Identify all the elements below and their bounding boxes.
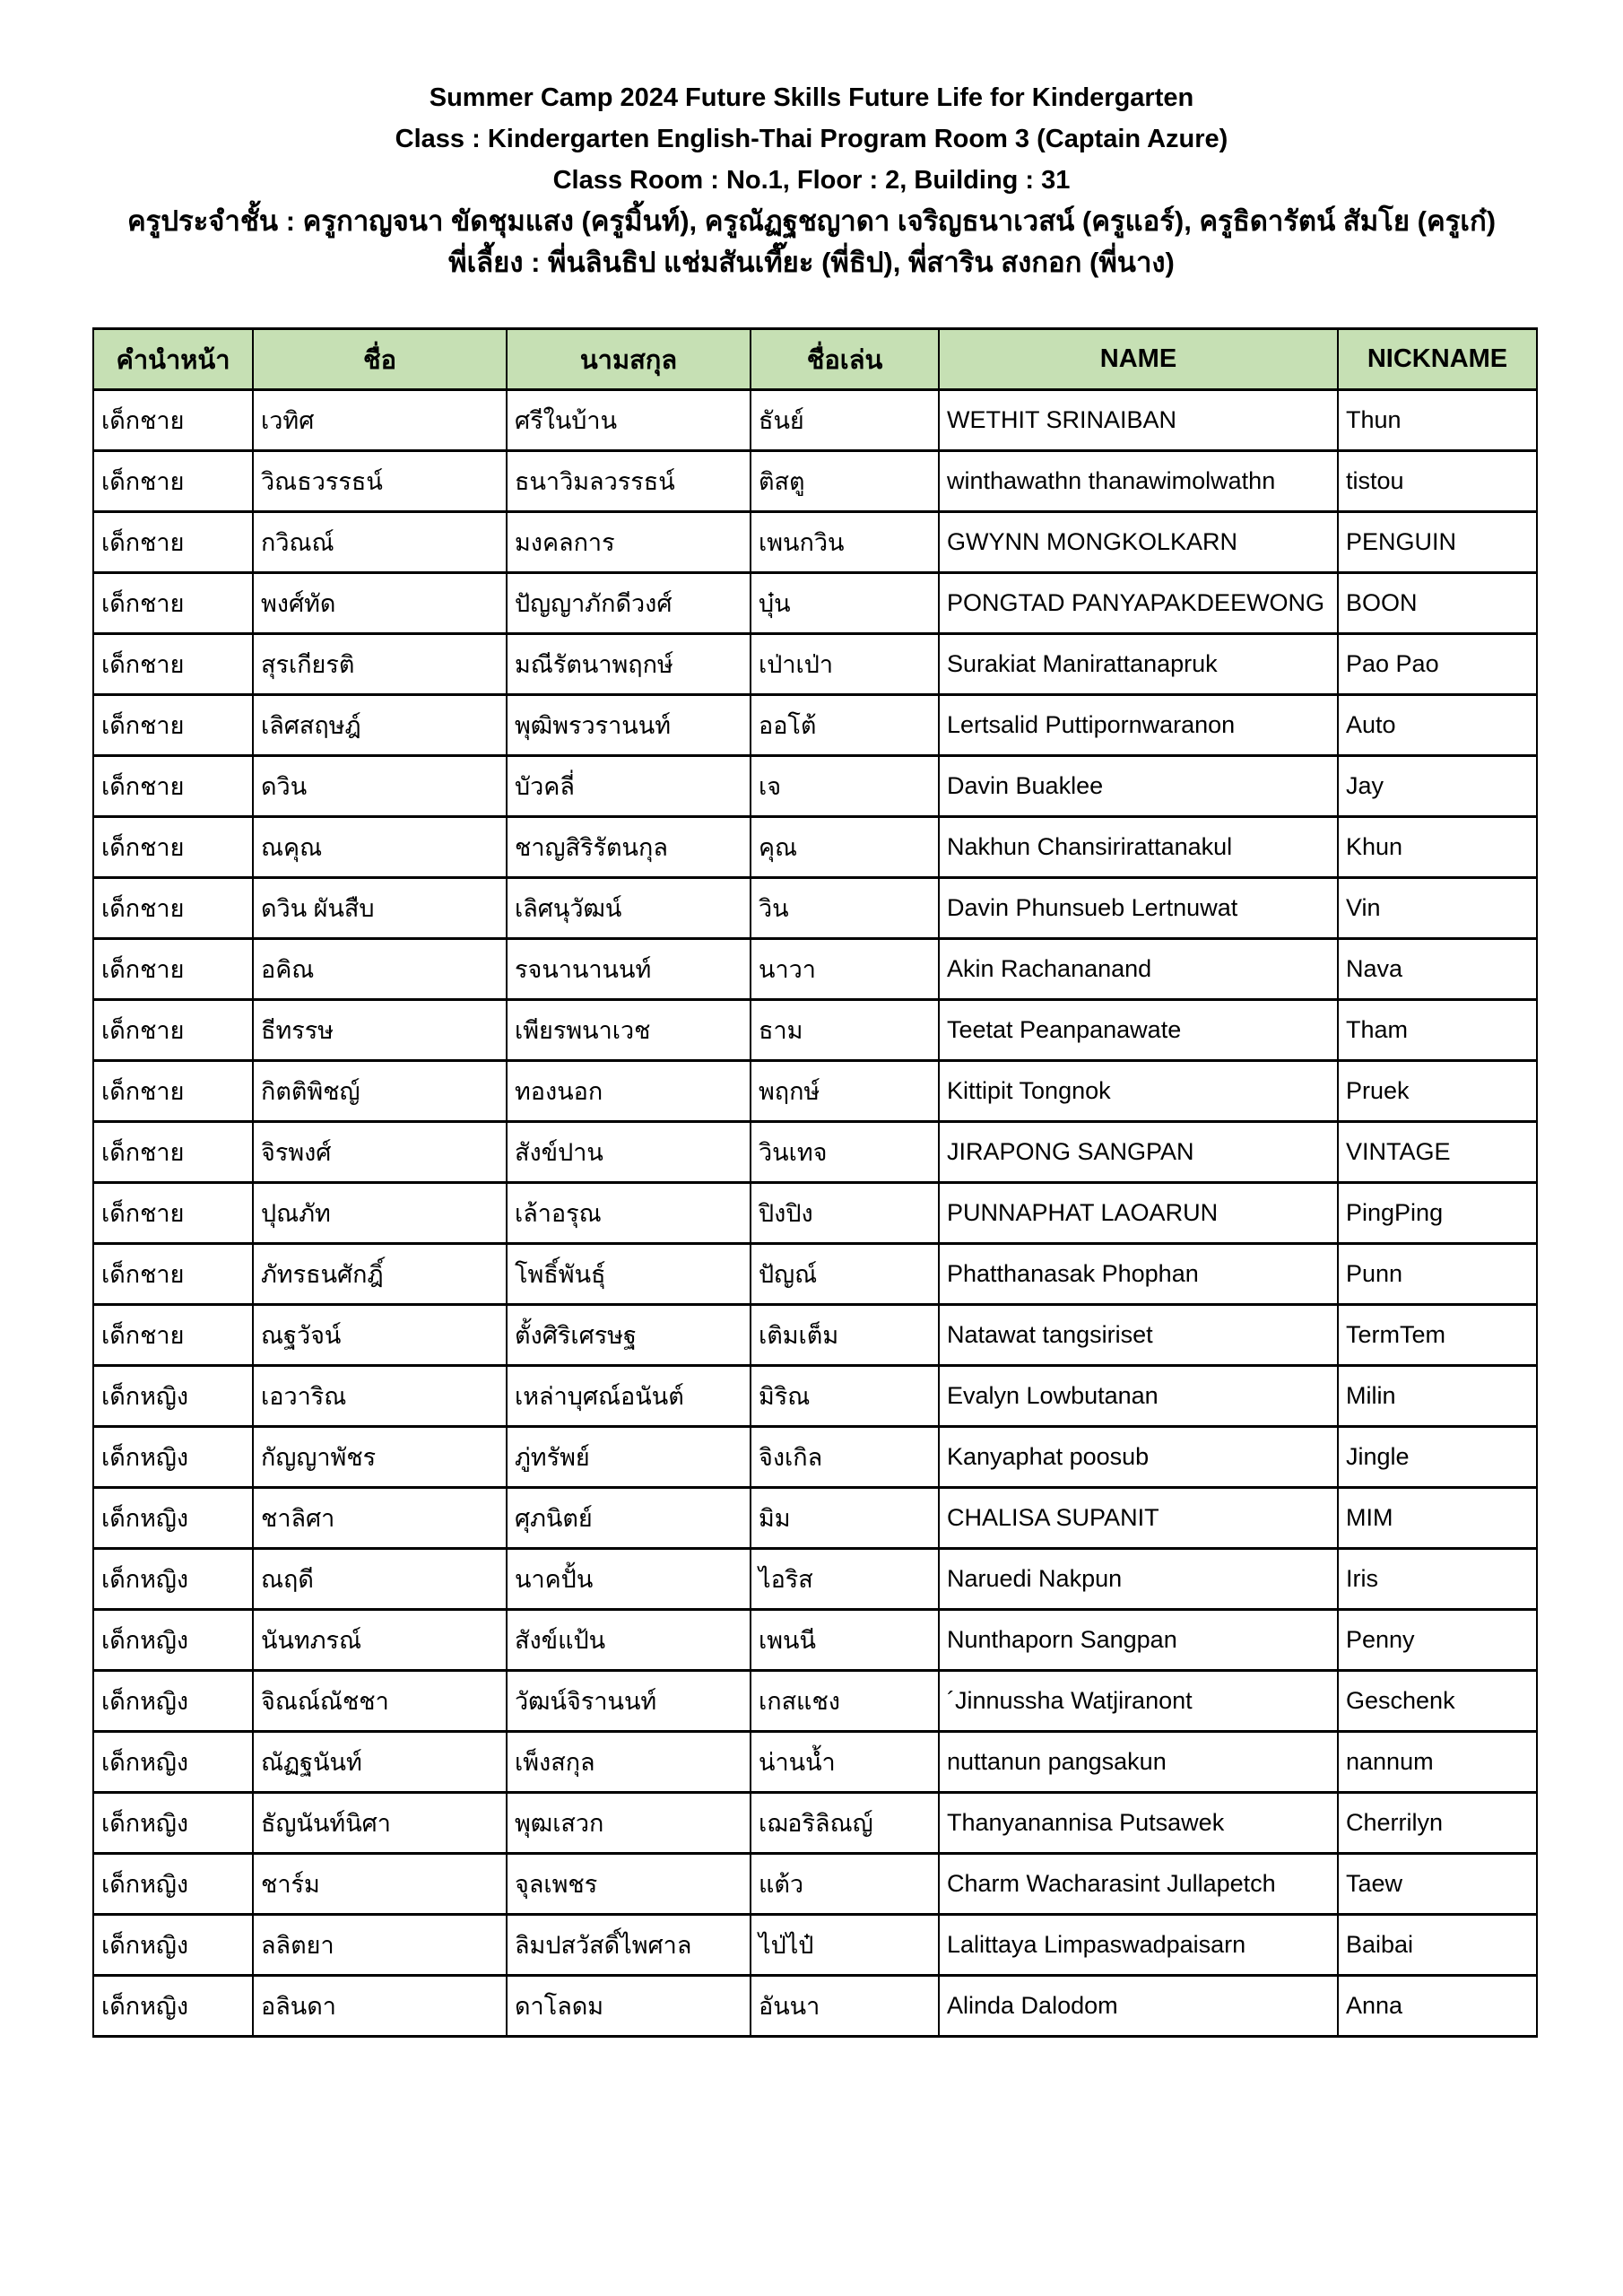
cell-nickname-en: Punn xyxy=(1338,1244,1537,1305)
cell-surname: จุลเพชร xyxy=(507,1854,751,1915)
table-row xyxy=(93,1732,1537,1793)
cell-prefix: เด็กหญิง xyxy=(93,1732,253,1793)
cell-surname: นาคปั้น xyxy=(507,1549,751,1610)
cell-thai-nickname: ปิงปิง xyxy=(751,1183,939,1244)
cell-surname: ศรีในบ้าน xyxy=(507,390,751,451)
cell-nickname-en: Anna xyxy=(1338,1976,1537,2037)
cell-surname: เพ็งสกุล xyxy=(507,1732,751,1793)
cell-thai-nickname: เจ xyxy=(751,756,939,817)
cell-thai-nickname: เกสแชง xyxy=(751,1671,939,1732)
cell-first-name: ชาลิศา xyxy=(253,1488,507,1549)
table-row xyxy=(93,1610,1537,1671)
cell-first-name: เอวาริณ xyxy=(253,1366,507,1427)
cell-surname: โพธิ์พันธุ์ xyxy=(507,1244,751,1305)
cell-prefix: เด็กชาย xyxy=(93,634,253,695)
cell-nickname-en: VINTAGE xyxy=(1338,1122,1537,1183)
column-header-first-name: ชื่อ xyxy=(253,329,507,390)
cell-surname: เหล่าบุศณ์อนันต์ xyxy=(507,1366,751,1427)
column-header-thai-nickname: ชื่อเล่น xyxy=(751,329,939,390)
cell-nickname-en: Nava xyxy=(1338,939,1537,1000)
cell-surname: ศุภนิตย์ xyxy=(507,1488,751,1549)
cell-nickname-en: Khun xyxy=(1338,817,1537,878)
cell-name-en: GWYNN MONGKOLKARN xyxy=(939,512,1338,573)
cell-prefix: เด็กชาย xyxy=(93,939,253,1000)
cell-name-en: Thanyanannisa Putsawek xyxy=(939,1793,1338,1854)
document-header xyxy=(0,0,1623,283)
cell-name-en: Naruedi Nakpun xyxy=(939,1549,1338,1610)
cell-first-name: จิณณ์ณัชชา xyxy=(253,1671,507,1732)
cell-name-en: Kanyaphat poosub xyxy=(939,1427,1338,1488)
cell-name-en: Akin Rachananand xyxy=(939,939,1338,1000)
cell-thai-nickname: มิริณ xyxy=(751,1366,939,1427)
cell-thai-nickname: ไอริส xyxy=(751,1549,939,1610)
cell-nickname-en: Iris xyxy=(1338,1549,1537,1610)
cell-surname: วัฒน์จิรานนท์ xyxy=(507,1671,751,1732)
teachers-line: ครูประจำชั้น : ครูกาญจนา ขัดชุมแสง (ครูมิ้นท์), ครูณัฏฐชญาดา เจริญธนาเวสน์ (ครูแอร์), ครูธิดารัตน์ สัมโย (ครูเก๋) xyxy=(126,205,1497,237)
table-row xyxy=(93,695,1537,756)
cell-first-name: วิณธวรรธน์ xyxy=(253,451,507,512)
cell-name-en: Nakhun Chansirirattanakul xyxy=(939,817,1338,878)
table-row xyxy=(93,1244,1537,1305)
cell-surname: พุฒเสวก xyxy=(507,1793,751,1854)
assistants-line: พี่เลี้ยง : พี่นลินธิป แช่มสันเที๊ยะ (พี่ธิป), พี่สาริน สงกอก (พี่นาง) xyxy=(448,247,1175,278)
table-row xyxy=(93,390,1537,451)
cell-name-en: Kittipit Tongnok xyxy=(939,1061,1338,1122)
cell-thai-nickname: วินเทจ xyxy=(751,1122,939,1183)
cell-name-en: PUNNAPHAT LAOARUN xyxy=(939,1183,1338,1244)
table-row xyxy=(93,1000,1537,1061)
cell-first-name: ณฤดี xyxy=(253,1549,507,1610)
cell-surname: พุฒิพรวรานนท์ xyxy=(507,695,751,756)
cell-first-name: ลลิตยา xyxy=(253,1915,507,1976)
cell-nickname-en: Jingle xyxy=(1338,1427,1537,1488)
cell-prefix: เด็กหญิง xyxy=(93,1488,253,1549)
cell-nickname-en: tistou xyxy=(1338,451,1537,512)
cell-first-name: กัญญาพัชร xyxy=(253,1427,507,1488)
cell-thai-nickname: จิงเกิล xyxy=(751,1427,939,1488)
cell-thai-nickname: แต้ว xyxy=(751,1854,939,1915)
cell-prefix: เด็กชาย xyxy=(93,1122,253,1183)
cell-nickname-en: Penny xyxy=(1338,1610,1537,1671)
table-row xyxy=(93,817,1537,878)
cell-nickname-en: Jay xyxy=(1338,756,1537,817)
cell-name-en: JIRAPONG SANGPAN xyxy=(939,1122,1338,1183)
cell-prefix: เด็กหญิง xyxy=(93,1976,253,2037)
table-row xyxy=(93,451,1537,512)
cell-thai-nickname: ออโต้ xyxy=(751,695,939,756)
cell-prefix: เด็กชาย xyxy=(93,1305,253,1366)
cell-nickname-en: Pruek xyxy=(1338,1061,1537,1122)
cell-first-name: อลินดา xyxy=(253,1976,507,2037)
cell-name-en: WETHIT SRINAIBAN xyxy=(939,390,1338,451)
table-row xyxy=(93,1305,1537,1366)
roster-header xyxy=(93,329,1537,390)
cell-first-name: ธัญนันท์นิศา xyxy=(253,1793,507,1854)
cell-first-name: ธีทรรษ xyxy=(253,1000,507,1061)
cell-thai-nickname: น่านน้ำ xyxy=(751,1732,939,1793)
cell-nickname-en: PingPing xyxy=(1338,1183,1537,1244)
cell-first-name: เวทิศ xyxy=(253,390,507,451)
cell-thai-nickname: คุณ xyxy=(751,817,939,878)
cell-name-en: Davin Phunsueb Lertnuwat xyxy=(939,878,1338,939)
cell-nickname-en: Vin xyxy=(1338,878,1537,939)
cell-surname: ทองนอก xyxy=(507,1061,751,1122)
cell-prefix: เด็กหญิง xyxy=(93,1793,253,1854)
column-header-name-en: NAME xyxy=(939,329,1338,390)
table-row xyxy=(93,1427,1537,1488)
cell-nickname-en: Pao Pao xyxy=(1338,634,1537,695)
cell-first-name: ณคุณ xyxy=(253,817,507,878)
cell-first-name: กวิณณ์ xyxy=(253,512,507,573)
cell-prefix: เด็กชาย xyxy=(93,695,253,756)
cell-name-en: Surakiat Manirattanapruk xyxy=(939,634,1338,695)
cell-thai-nickname: เพนกวิน xyxy=(751,512,939,573)
table-row xyxy=(93,1549,1537,1610)
cell-thai-nickname: วิน xyxy=(751,878,939,939)
cell-surname: มงคลการ xyxy=(507,512,751,573)
table-row xyxy=(93,1976,1537,2037)
cell-surname: สังข์ปาน xyxy=(507,1122,751,1183)
cell-prefix: เด็กชาย xyxy=(93,1061,253,1122)
cell-name-en: PONGTAD PANYAPAKDEEWONG xyxy=(939,573,1338,634)
cell-thai-nickname: ไป่ไป๋ xyxy=(751,1915,939,1976)
cell-nickname-en: Milin xyxy=(1338,1366,1537,1427)
cell-first-name: นันทภรณ์ xyxy=(253,1610,507,1671)
cell-thai-nickname: ธันย์ xyxy=(751,390,939,451)
table-row xyxy=(93,1488,1537,1549)
cell-name-en: nuttanun pangsakun xyxy=(939,1732,1338,1793)
cell-prefix: เด็กชาย xyxy=(93,573,253,634)
cell-name-en: Davin Buaklee xyxy=(939,756,1338,817)
header-row xyxy=(93,329,1537,390)
cell-prefix: เด็กชาย xyxy=(93,1244,253,1305)
cell-first-name: ดวิน xyxy=(253,756,507,817)
table-row xyxy=(93,1183,1537,1244)
cell-name-en: Lertsalid Puttipornwaranon xyxy=(939,695,1338,756)
cell-prefix: เด็กหญิง xyxy=(93,1671,253,1732)
cell-name-en: Alinda Dalodom xyxy=(939,1976,1338,2037)
cell-first-name: ณัฏฐนันท์ xyxy=(253,1732,507,1793)
cell-nickname-en: nannum xyxy=(1338,1732,1537,1793)
cell-thai-nickname: พฤกษ์ xyxy=(751,1061,939,1122)
cell-name-en: Natawat tangsiriset xyxy=(939,1305,1338,1366)
cell-surname: เล้าอรุณ xyxy=(507,1183,751,1244)
column-header-prefix: คำนำหน้า xyxy=(93,329,253,390)
cell-nickname-en: Thun xyxy=(1338,390,1537,451)
table-row xyxy=(93,512,1537,573)
cell-thai-nickname: มิม xyxy=(751,1488,939,1549)
cell-surname: เลิศนุวัฒน์ xyxy=(507,878,751,939)
cell-surname: ชาญสิริรัตนกุล xyxy=(507,817,751,878)
cell-surname: รจนานานนท์ xyxy=(507,939,751,1000)
column-header-surname: นามสกุล xyxy=(507,329,751,390)
cell-prefix: เด็กหญิง xyxy=(93,1610,253,1671)
cell-nickname-en: Geschenk xyxy=(1338,1671,1537,1732)
cell-name-en: Phatthanasak Phophan xyxy=(939,1244,1338,1305)
cell-thai-nickname: ติสตู xyxy=(751,451,939,512)
table-row xyxy=(93,1061,1537,1122)
cell-prefix: เด็กชาย xyxy=(93,756,253,817)
table-row xyxy=(93,1854,1537,1915)
cell-surname: บัวคลี่ xyxy=(507,756,751,817)
cell-first-name: จิรพงศ์ xyxy=(253,1122,507,1183)
cell-thai-nickname: ปัญณ์ xyxy=(751,1244,939,1305)
cell-prefix: เด็กหญิง xyxy=(93,1366,253,1427)
cell-name-en: ´Jinnussha Watjiranont xyxy=(939,1671,1338,1732)
cell-thai-nickname: เฌอริลิณญ์ xyxy=(751,1793,939,1854)
cell-surname: สังข์แป้น xyxy=(507,1610,751,1671)
table-row xyxy=(93,1671,1537,1732)
cell-first-name: ภัทรธนศักฎิ์ xyxy=(253,1244,507,1305)
cell-prefix: เด็กชาย xyxy=(93,1000,253,1061)
cell-name-en: Charm Wacharasint Jullapetch xyxy=(939,1854,1338,1915)
cell-thai-nickname: อันนา xyxy=(751,1976,939,2037)
cell-thai-nickname: เพนนี xyxy=(751,1610,939,1671)
cell-first-name: กิตติพิชญ์ xyxy=(253,1061,507,1122)
cell-first-name: ชาร์ม xyxy=(253,1854,507,1915)
class-title: Class : Kindergarten English-Thai Program Room 3 (Captain Azure) xyxy=(395,125,1228,153)
cell-surname: เพียรพนาเวช xyxy=(507,1000,751,1061)
cell-prefix: เด็กหญิง xyxy=(93,1915,253,1976)
cell-name-en: winthawathn thanawimolwathn xyxy=(939,451,1338,512)
cell-name-en: CHALISA SUPANIT xyxy=(939,1488,1338,1549)
table-row xyxy=(93,1793,1537,1854)
cell-nickname-en: MIM xyxy=(1338,1488,1537,1549)
table-row xyxy=(93,1366,1537,1427)
cell-surname: มณีรัตนาพฤกษ์ xyxy=(507,634,751,695)
table-row xyxy=(93,1122,1537,1183)
cell-thai-nickname: เติมเต็ม xyxy=(751,1305,939,1366)
column-header-nickname-en: NICKNAME xyxy=(1338,329,1537,390)
student-roster-table xyxy=(92,327,1538,2038)
cell-first-name: เลิศสฤษฎ์ xyxy=(253,695,507,756)
cell-first-name: พงศ์ทัด xyxy=(253,573,507,634)
roster-body xyxy=(93,390,1537,2037)
table-row xyxy=(93,756,1537,817)
cell-thai-nickname: ธาม xyxy=(751,1000,939,1061)
cell-prefix: เด็กชาย xyxy=(93,390,253,451)
cell-surname: ภู่ทรัพย์ xyxy=(507,1427,751,1488)
cell-prefix: เด็กหญิง xyxy=(93,1854,253,1915)
cell-nickname-en: Cherrilyn xyxy=(1338,1793,1537,1854)
cell-name-en: Nunthaporn Sangpan xyxy=(939,1610,1338,1671)
cell-nickname-en: Auto xyxy=(1338,695,1537,756)
cell-thai-nickname: เป่าเป่า xyxy=(751,634,939,695)
table-row xyxy=(93,878,1537,939)
cell-surname: ดาโลดม xyxy=(507,1976,751,2037)
cell-prefix: เด็กชาย xyxy=(93,1183,253,1244)
classroom-info: Class Room : No.1, Floor : 2, Building : 31 xyxy=(552,166,1071,195)
cell-surname: ธนาวิมลวรรธน์ xyxy=(507,451,751,512)
cell-thai-nickname: บุ๋น xyxy=(751,573,939,634)
cell-nickname-en: Baibai xyxy=(1338,1915,1537,1976)
table-row xyxy=(93,573,1537,634)
cell-prefix: เด็กหญิง xyxy=(93,1427,253,1488)
cell-surname: ปัญญาภักดีวงศ์ xyxy=(507,573,751,634)
cell-nickname-en: Taew xyxy=(1338,1854,1537,1915)
camp-title: Summer Camp 2024 Future Skills Future Life for Kindergarten xyxy=(429,83,1194,112)
cell-name-en: Evalyn Lowbutanan xyxy=(939,1366,1338,1427)
cell-prefix: เด็กชาย xyxy=(93,451,253,512)
cell-nickname-en: Tham xyxy=(1338,1000,1537,1061)
cell-nickname-en: TermTem xyxy=(1338,1305,1537,1366)
cell-nickname-en: PENGUIN xyxy=(1338,512,1537,573)
cell-prefix: เด็กชาย xyxy=(93,878,253,939)
table-row xyxy=(93,634,1537,695)
table-row xyxy=(93,1915,1537,1976)
cell-surname: ลิมปสวัสดิ์ไพศาล xyxy=(507,1915,751,1976)
cell-first-name: ปุณภัท xyxy=(253,1183,507,1244)
cell-name-en: Lalittaya Limpaswadpaisarn xyxy=(939,1915,1338,1976)
cell-surname: ตั้งศิริเศรษฐ xyxy=(507,1305,751,1366)
cell-first-name: สุรเกียรติ xyxy=(253,634,507,695)
cell-nickname-en: BOON xyxy=(1338,573,1537,634)
cell-name-en: Teetat Peanpanawate xyxy=(939,1000,1338,1061)
cell-first-name: ดวิน ผันสืบ xyxy=(253,878,507,939)
cell-prefix: เด็กชาย xyxy=(93,512,253,573)
cell-thai-nickname: นาวา xyxy=(751,939,939,1000)
cell-prefix: เด็กหญิง xyxy=(93,1549,253,1610)
cell-first-name: ณฐวัจน์ xyxy=(253,1305,507,1366)
cell-first-name: อคิณ xyxy=(253,939,507,1000)
cell-prefix: เด็กชาย xyxy=(93,817,253,878)
table-row xyxy=(93,939,1537,1000)
